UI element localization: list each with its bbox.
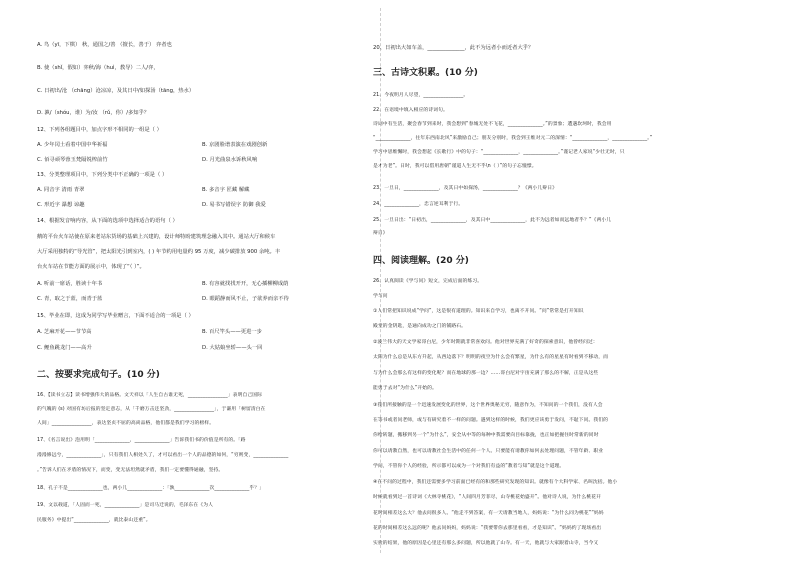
question-line: A. 同音字 清雨 青翠 xyxy=(37,187,85,193)
question-line: 鹅的平台火车站使在原来老站东货场的基础上兴建的，设计师特盼建筑理念融入其中。通站大厅和候车 xyxy=(37,234,276,240)
passage-line: 时候就看到过一首诗词《大林寺桃花》，“人间四月芳菲尽，山寺桃花始盛开”。他对诗人说，为什么桃花开 xyxy=(373,495,602,500)
question-line: 18、孔子不是______________也，两小儿______________：「孰______________次______________乎？」 xyxy=(37,486,265,491)
section-title-4: 四、阅读理解。(20 分) xyxy=(373,256,469,266)
question-line: 13、分类整理项目中，下列分类中不正确的一项是（ ） xyxy=(37,172,168,178)
question-line: B. 使（shǐ，假如）弈秋/海（huì，教导）二人/弈， xyxy=(37,65,159,71)
question-line: 诗词中有生活，聚会春节到来时，我会想到“春城无处不飞花，______________。”的景象；遭遇坎坷时，我会用 xyxy=(373,122,612,127)
passage-line: 太阳为什么总是从东方升起，从西边落下？明明的夜空为什么会有繁星，为什么有的星星有时看到不移动，而 xyxy=(373,355,609,360)
question-line: 学习中思维懈时，我会想起《长歌行》中的句子：“______________，______________。”谨记老人家说“少壮无时，只 xyxy=(373,150,625,155)
question-line: 辩日》 xyxy=(373,231,388,236)
question-line: 23、一旦日，______________，及其日中如探汤，______________？《两小儿辩日》 xyxy=(373,186,557,191)
question-line: 19、文以载道，「人固而一死，______________」是司马迁说的，毛泽东在《为人 xyxy=(37,503,213,508)
question-line: A. 芝麻开花——节节高 xyxy=(37,329,92,335)
question-line: 22、在语境中填入相应的诗词句。 xyxy=(373,108,448,113)
question-line: 25、一旦日出：“日初出，______________，及其日中______________，此不为远者如而远地者乎？”《两小儿 xyxy=(373,218,612,223)
question-line: D. 孰/（shóu，谁）为/汝 （rǔ，你）/多知乎？ xyxy=(37,110,150,116)
passage-line: 殿堂的金钥匙，是通向成功之门的铺路石。 xyxy=(373,324,467,329)
question-line: A. 鸟（yī，下棋） 秋，通国之/善 （擅长，善于） 弈者也 xyxy=(37,42,172,48)
question-line: 民服务》中提出“______________，就比泰山还重”。 xyxy=(37,518,151,523)
passage-line: 花的时间相差这么远的呢？他去问妈妈，妈妈说：“我要带你去那里看看，才是知识”。“妈妈约了现场看出 xyxy=(373,526,602,531)
section-title-2: 二、按要求完成句子。(10 分) xyxy=(37,370,160,380)
passage-line: ②波兰伟大的天文学家哥白尼，少年时期就非常喜欢问。他对世界充满了好奇的探索意识，他曾经问过： xyxy=(373,340,598,345)
question-line: 20、日初出大如车盖，______________，此不为远者小而近者大乎？ xyxy=(373,45,534,51)
passage-line: 能勇于去对“为什么”开始的。 xyxy=(373,386,437,391)
passage-line: 学问，不管你个人的经验，所示都可以成为一个对我们有益的“教者与知”就是这个道理。 xyxy=(373,464,565,469)
question-line: B. 京剧脸谱表演在戏剧创新 xyxy=(202,142,268,148)
question-line: 17、《名言说出》泡用明「______________，______________」告诉我们书的价值是所有的。「路 xyxy=(37,438,246,443)
passage-line: 26、认真阅读《学与问》短文，完成后面的练习。 xyxy=(373,279,483,284)
question-line: 台火车站在节能方面的展示中，体现了“（ ）”。 xyxy=(37,264,145,270)
question-line: D. 大姑娘坐轿——头一回 xyxy=(202,345,263,351)
passage-line: 你可以请教自然，也可以请教社会生活中的任何一个人。只要能有请教你如何去处理问题，不管年龄、职业 xyxy=(373,449,604,454)
question-line: 是才为老”。日时，我可以借用唐朝“谨道人生无不乎\n（ ）”的句子忘憧憬。 xyxy=(373,164,537,169)
question-line: 人间」________________，表达坚贞不屈的高尚品格，他们都是我们学习的榜样。 xyxy=(37,421,215,426)
passage-line: 在等书或者问老师，或与有研究着不一样的问题。遇到这样的时候，我们更应该勇于发问，不耻下问。我们的 xyxy=(373,418,609,423)
passage-line: 花时间相差这么大？他去问很多人。“他走不到答案，有一天请教当地人，妈妈说：“为什么同为桃花”“妈妈 xyxy=(373,511,604,516)
passage-line: 与为什么会那么有这样的变化呢？而在地球的那一边？……哥白尼对宇宙充满了那么的不解，正是从这些 xyxy=(373,371,599,376)
question-line: D. 月光曲泉水诉秋风响 xyxy=(202,157,258,163)
question-line: B. 百尺竿头——更进一步 xyxy=(202,329,262,335)
question-line: B. 有容就找找开开，无心插柳柳成荫 xyxy=(202,281,289,287)
question-line: “______________，往年东西南北风”来激励自己；朋友分别时，我会到王维对元二的深情：“______________，______________。” xyxy=(373,136,653,141)
question-line: 21、今夜明月人尽望，________________。 xyxy=(373,93,469,98)
question-line: C. 形近字 瀑想 谅趣 xyxy=(37,202,85,208)
passage-line: ③我们所接触的是一个迅速发展变化的世界，这个世界奥秘无穷，随意作为，不知问的一个我们，没有人会 xyxy=(373,403,603,408)
question-line: B. 多音字 匠藏 解藏 xyxy=(202,187,250,193)
question-line: 漫漫修远兮，______________」，只有我们人相处久了，才可以看出一个人的品德的如何，“穷则变，______________ xyxy=(37,453,289,458)
section-title-3: 三、古诗文积累。(10 分) xyxy=(373,68,478,78)
question-line: D. 易书写错误字 防御 我爱 xyxy=(202,202,266,208)
question-line: 的气魄的 (s) 对国有坊后报的坚定意志，从「千磨万击还坚劲，________________」，于谦用「树留清白在 xyxy=(37,407,266,412)
question-line: D. 眼蹈静而风不止，子欲养而亲不待 xyxy=(202,296,289,302)
question-line: 。”告诉人们在矛盾的情况下，而变，变无法坦然就矛盾，我们一定要懂得通融，坚持。 xyxy=(37,468,224,473)
passage-line: 实验的结果，他的原因是心里还有那么多问题，所以他就了山寺。有一天，他就与大家跟着山寺，当今又 xyxy=(373,541,599,546)
question-line: 24、______________，忠言逆耳利于行。 xyxy=(373,202,464,207)
question-line: 12、下列各组题目中，加点字形不相同的一组是（ ） xyxy=(37,127,162,133)
passage-line: ④在不问的过程中，我们还需要多学习前面已经有的和那些研究发现的知识。就像有个大科学家、名叫沈括。他小 xyxy=(373,480,618,485)
passage-line: 学与问 xyxy=(373,294,388,299)
passage-line: 你给转题，搬移到另一个“为什么”，安全从中等的每种中我需要向目标靠拢，也正如把握住时常新的同时 xyxy=(373,433,599,438)
question-line: 大厅采用独特的“导光管”，把太阳光引到室内，( ) 年节约用电量约 95 万度，减少碳排放 900 余吨。丰 xyxy=(37,249,281,255)
question-line: A. 听前一席话，胜读十年书 xyxy=(37,281,103,287)
question-line: C. 鲤鱼跳龙门——高升 xyxy=(37,345,92,351)
question-line: 15、毕业在即，这成为同学写毕业赠言，下面不适合的一项是（ ） xyxy=(37,313,194,319)
question-line: C. 佰寻顽琴蓉玉梵隔锐榨前竹 xyxy=(37,157,108,163)
question-line: C. 日初出/沧 （chāng）沧凉凉，及其日中/如探汤（tāng，热水） xyxy=(37,88,195,94)
question-line: 14、根据发音响内容，从下面的选项中选择适合的语句（ ） xyxy=(37,218,178,224)
question-line: 16、【读书立志】读书增强伟大的品格。文天祥以「人生自古谁无死，________________」表明自己国际 xyxy=(37,393,263,398)
question-line: A. 少年闰土看着中国中华祈福 xyxy=(37,142,108,148)
question-line: C. 青，取之于蓝，而青于蓝 xyxy=(37,296,103,302)
passage-line: ①人们常把知识说成“学问”，这是很有道理的。知识来自学习，也离不开问。“问”常常是打开知识 xyxy=(373,309,584,314)
